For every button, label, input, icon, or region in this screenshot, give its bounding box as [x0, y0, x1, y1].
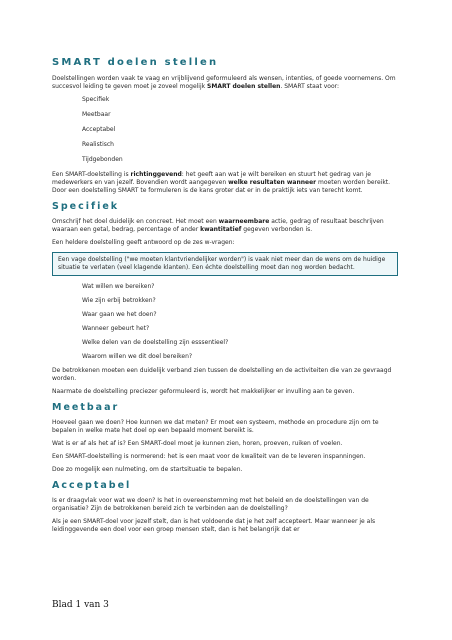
- list-item: Tijdgebonden: [82, 156, 123, 163]
- meetbaar-paragraph-4: Doe zo mogelijk een nulmeting, om de startsituatie te bepalen.: [52, 466, 243, 473]
- acceptabel-paragraph-1: Is er draagvlak voor wat we doen? Is het in overeenstemming met het beleid en de doelstellingen van de organisatie? Zijn de betrokkenen bereid zich te verbinden aan de doelstelling?: [52, 497, 369, 512]
- callout-box: [52, 252, 398, 276]
- text-run: Een SMART-doelstelling is: [52, 171, 131, 178]
- bold-text: kwantitatief: [200, 226, 242, 233]
- intro-paragraph-2: [52, 171, 398, 195]
- text-run: actie, gedrag of resultaat beschrijven waaraan een getal, bedrag, percentage of ander: [52, 218, 384, 233]
- text-run: . SMART staat voor:: [280, 83, 340, 90]
- specifiek-paragraph-4: Naarmate de doelstelling preciezer geformuleerd is, wordt het makkelijker er invulling aan te geven.: [52, 388, 355, 395]
- page-footer: Blad 1 van 3: [52, 600, 109, 610]
- text-run: Doelstellingen worden vaak te vaag en vrijblijvend geformuleerd als wensen, intenties, of goede voornemens. Om succesvol leiding te geven moet je zoveel mogelijk: [52, 75, 396, 90]
- w-questions-list: [52, 283, 398, 361]
- list-item: Welke delen van de doelstelling zijn esssentieel?: [82, 339, 229, 346]
- meetbaar-paragraph-3: Een SMART-doelstelling is normerend: het is een maat voor de kwaliteit van de te leveren inspanningen.: [52, 453, 366, 460]
- bold-text: richtinggevend: [130, 171, 182, 178]
- specifiek-paragraph-3: De betrokkenen moeten een duidelijk verband zien tussen de doelstelling en de activiteiten die van ze gevraagd worden.: [52, 367, 392, 382]
- heading-specifiek: Specifiek: [52, 201, 120, 212]
- heading-meetbaar: Meetbaar: [52, 402, 120, 413]
- list-item: Wie zijn erbij betrokken?: [82, 297, 156, 304]
- list-item: Meetbaar: [82, 111, 111, 118]
- text-run: moeten worden bereikt. Door een doelstelling SMART te formuleren is de kans groter dat er in de praktijk iets van terecht komt.: [52, 179, 391, 194]
- callout-text: Een vage doelstelling ("we moeten klantvriendelijker worden") is vaak niet meer dan de wens om de huidige situatie te verlaten (veel klagende klanten). Een échte doelstelling moet dan nog worden bedacht.: [58, 256, 386, 271]
- bold-text: waarneembare: [218, 218, 270, 225]
- heading-acceptabel: Acceptabel: [52, 480, 132, 491]
- meetbaar-paragraph-1: Hoeveel gaan we doen? Hoe kunnen we dat meten? Er moet een systeem, methode en procedure zijn om te bepalen in welke mate het doel op een bepaald moment bereikt is.: [52, 419, 379, 434]
- list-item: Waarom willen we dit doel bereiken?: [82, 353, 193, 360]
- meetbaar-paragraph-2: Wat is er af als het af is? Een SMART-doel moet je kunnen zien, horen, proeven, ruiken of voelen.: [52, 440, 343, 447]
- list-item: Realistisch: [82, 141, 114, 148]
- list-item: Wanneer gebeurt het?: [82, 325, 150, 332]
- text-run: gegeven verbonden is.: [241, 226, 313, 233]
- list-item: Acceptabel: [82, 126, 116, 133]
- acceptabel-paragraph-2: Als je een SMART-doel voor jezelf stelt, dan is het voldoende dat je het zelf accepteert. Maar wanneer je als leidinggevende een doel voor een groep mensen stelt, dan is het belangrijk dat er: [52, 518, 376, 533]
- bold-text: welke resultaten wanneer: [228, 179, 317, 186]
- list-item: Specifiek: [82, 96, 110, 103]
- text-run: : het geeft aan wat je wilt bereiken en stuurt het gedrag van je medewerkers en van jezelf. Bovendien wordt aangegeven: [52, 171, 371, 186]
- list-item: Waar gaan we het doen?: [82, 311, 157, 318]
- bold-text: SMART doelen stellen: [207, 83, 281, 90]
- page-content: [52, 56, 398, 539]
- specifiek-paragraph: [52, 218, 398, 234]
- intro-paragraph: [52, 75, 398, 91]
- specifiek-paragraph-2: Een heldere doelstelling geeft antwoord op de zes w-vragen:: [52, 239, 235, 246]
- smart-list: [52, 96, 398, 164]
- text-run: Omschrijf het doel duidelijk en concreet. Het moet een: [52, 218, 219, 225]
- list-item: Wat willen we bereiken?: [82, 283, 155, 290]
- page-title: SMART doelen stellen: [52, 57, 219, 68]
